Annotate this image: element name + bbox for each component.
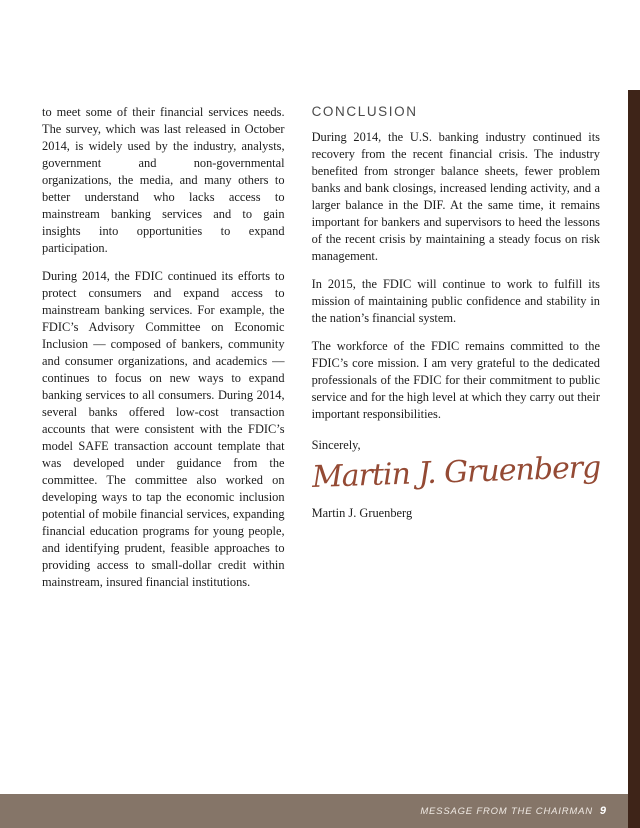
left-column — [42, 104, 285, 602]
conclusion-heading: CONCLUSION — [311, 104, 418, 119]
chairman-signature: Martin J. Gruenberg — [310, 449, 601, 495]
body-paragraph: During 2014, the U.S. banking industry continued its recovery from the recent financial crisis. The industry benefited from stronger balance sheets, fewer problem banks and bank closings, increased lending activity, and a larger balance in the DIF. At the same time, it remains important for bankers and supervisors to heed the lessons of the recent crisis by maintaining a steady focus on risk management. — [311, 130, 600, 263]
signatory-name: Martin J. Gruenberg — [311, 506, 413, 520]
body-paragraph: to meet some of their financial services needs. The survey, which was last released in October 2014, is widely used by the industry, analysts, government and non-governmental organizations, the media, and many others to better understand who lacks access to mainstream banking services and to gain insights into opportunities to expand participation. — [42, 105, 285, 255]
footer-page-number: 9 — [599, 805, 606, 817]
body-paragraph: During 2014, the FDIC continued its efforts to protect consumers and expand access to mainstream banking services. For example, the FDIC’s Advisory Committee on Economic Inclusion — composed of bankers, community and consumer organizations, and academics — continues to focus on new ways to expand banking services to all consumers. During 2014, several banks offered low-cost transaction accounts that were consistent with the FDIC’s model SAFE transaction account template that was developed under guidance from the committee. The committee also worked on developing ways to tap the economic inclusion potential of mobile financial services, expanding financial education programs for young people, and identifying prudent, feasible approaches to providing access to small-dollar credit within mainstream, insured financial institutions. — [42, 269, 285, 589]
curtain-banner-image — [0, 8, 640, 90]
right-column — [312, 104, 600, 602]
right-accent-stripe — [628, 90, 640, 828]
footer-section-label: MESSAGE FROM THE CHAIRMAN — [420, 805, 593, 817]
closing-salutation: Sincerely, — [311, 438, 361, 452]
page-footer — [0, 794, 628, 828]
page-content — [42, 104, 600, 602]
body-paragraph: In 2015, the FDIC will continue to work to fulfill its mission of maintaining public confidence and stability in the nation’s financial system. — [311, 277, 600, 325]
body-paragraph: The workforce of the FDIC remains committed to the FDIC’s core mission. I am very grateful to the dedicated professionals of the FDIC for their commitment to public service and for the high level at which they carry out their important responsibilities. — [311, 339, 600, 421]
